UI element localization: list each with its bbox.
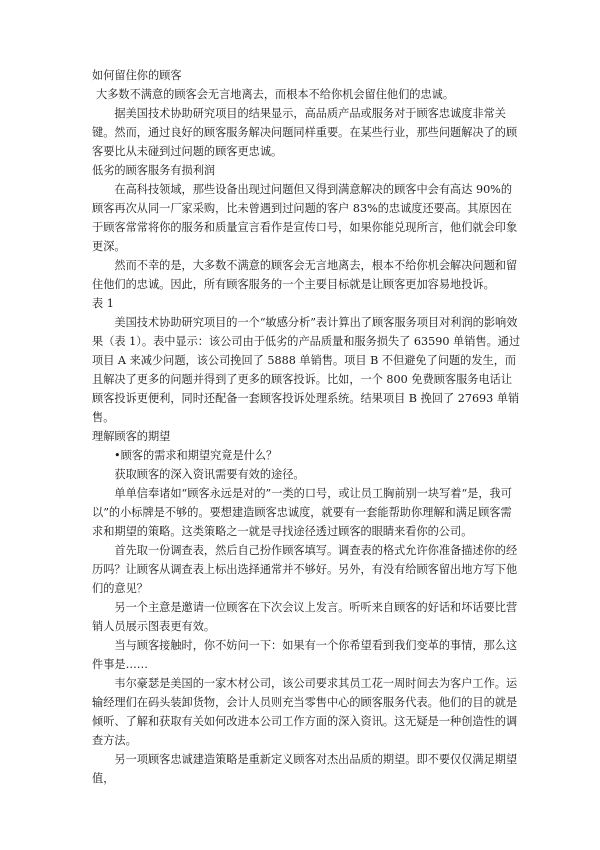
paragraph: 当与顾客接触时，你不妨问一下：如果有一个你希望看到我们变革的事情，那么这件事是…… xyxy=(92,639,518,671)
section-heading-retain: 如何留住你的顾客 xyxy=(92,69,182,82)
paragraph: 据美国技术协助研究项目的结果显示，高品质产品或服务对于顾客忠诚度非常关键。然而，通过良好的顾客服务解决问题同样重要。在某些行业，那些问题解决了的顾客要比从未碰到过问题的顾客更忠诚。 xyxy=(92,107,518,158)
paragraph: 另一个主意是邀请一位顾客在下次会议上发言。听听来自顾客的好话和坏话要比营销人员展示图表更有效。 xyxy=(92,601,518,633)
paragraph: 单单信奉诸如“顾客永远是对的”一类的口号，或让员工胸前别一块写着“是，我可以”的小标牌是不够的。要想建造顾客忠诚度，就要有一套能帮助你理解和满足顾客需求和期望的策略。这类策略之一就是寻找途径透过顾客的眼睛来看你的公司。 xyxy=(92,487,512,538)
paragraph: 获取顾客的深入资讯需要有效的途径。 xyxy=(114,468,305,481)
table-label: 表 1 xyxy=(92,297,114,310)
paragraph: 另一项顾客忠诚建造策略是重新定义顾客对杰出品质的期望。即不要仅仅满足期望值， xyxy=(92,753,518,785)
paragraph: 在高科技领域，那些设备出现过问题但又得到满意解决的顾客中会有高达 90%的顾客再次从同一厂家采购，比未曾遇到过问题的客户 83%的忠诚度还要高。其原因在于顾客常常将你的服务和质量宣言看作是宣传口号，如果你能兑现所言，他们就会印象更深。 xyxy=(92,183,518,253)
paragraph: 大多数不满意的顾客会无言地离去，而根本不给你机会留住他们的忠诚。 xyxy=(96,88,455,101)
section-heading-profit: 低劣的顾客服务有损利润 xyxy=(92,164,216,177)
section-heading-expect: 理解顾客的期望 xyxy=(92,430,171,443)
paragraph: 美国技术协助研究项目的一个“敏感分析”表计算出了顾客服务项目对利润的影响效果（表 1）。表中显示：该公司由于低劣的产品质量和服务损失了 63590 单销售。通过项目 A 来减少问题，该公司挽回了 5888 单销售。项目 B 不但避免了问题的发生，而且解决了更多的问题并得到了更多的顾客投诉。比如，一个 800 免费顾客服务电话让顾客投诉更便利，同时还配备一套顾客投诉处理系统。结果项目 B 挽回了 27693 单销售。 xyxy=(92,316,521,424)
paragraph: 首先取一份调查表，然后自己扮作顾客填写。调查表的格式允许你准备描述你的经历吗？让顾客从调查表上标出选择通常并不够好。另外，有没有给顾客留出地方写下他们的意见？ xyxy=(92,544,518,595)
paragraph: 韦尔豪瑟是美国的一家木材公司，该公司要求其员工花一周时间去为客户工作。运输经理们在码头装卸货物，会计人员则充当零售中心的顾客服务代表。他们的目的就是倾听、了解和获取有关如何改进本公司工作方面的深入资讯。这无疑是一种创造性的调查方法。 xyxy=(92,677,518,747)
bullet-item: •顾客的需求和期望究竟是什么？ xyxy=(114,449,278,462)
paragraph: 然而不幸的是，大多数不满意的顾客会无言地离去，根本不给你机会解决问题和留住他们的忠诚。因此，所有顾客服务的一个主要目标就是让顾客更加容易地投诉。 xyxy=(92,259,518,291)
